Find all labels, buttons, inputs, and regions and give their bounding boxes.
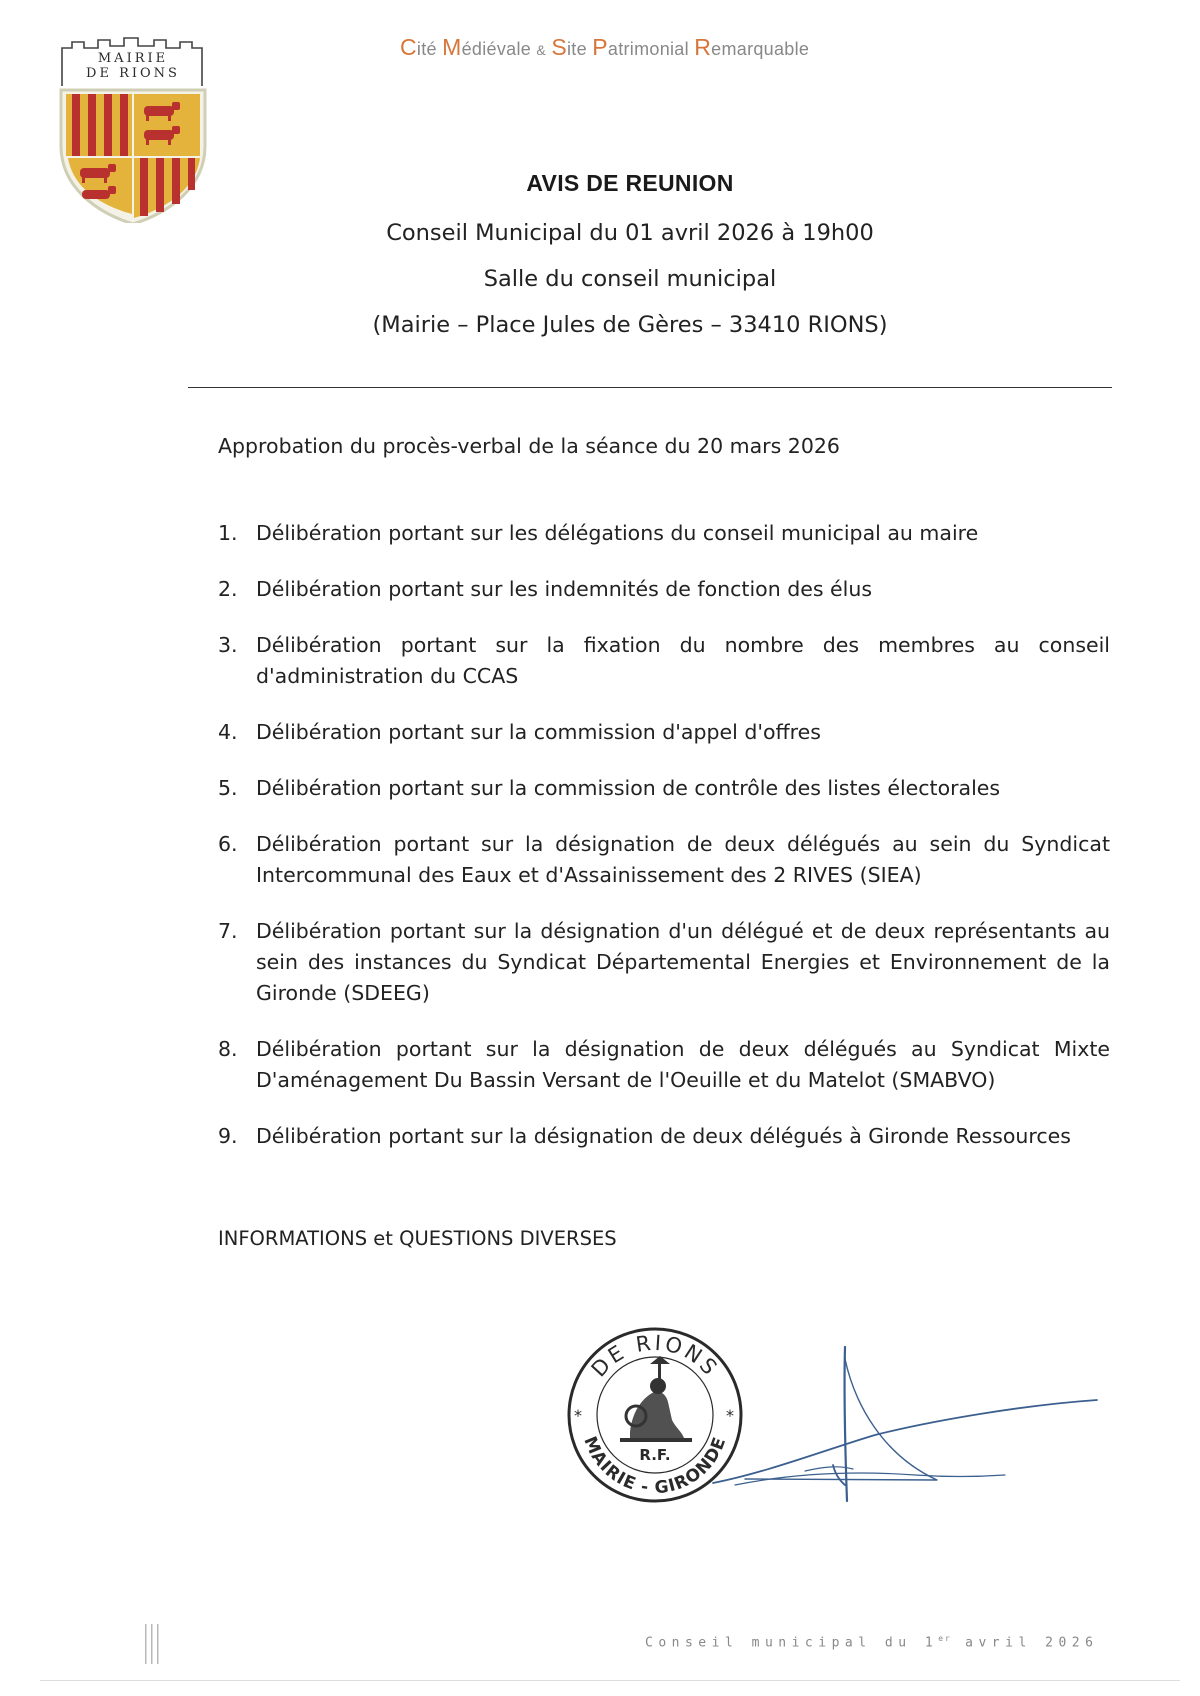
agenda-item: [218, 574, 1110, 605]
agenda-item-number: 1.: [218, 521, 238, 545]
agenda-item-number: 6.: [218, 832, 238, 856]
tagline-word: ite: [567, 39, 587, 59]
tagline-initial: R: [694, 34, 712, 60]
footer-text-part: Conseil municipal du 1: [645, 1635, 939, 1651]
stamp-rf-text: R.F.: [639, 1446, 671, 1464]
notice-title: AVIS DE REUNION: [526, 170, 734, 196]
agenda-item-text: Délibération portant sur la désignation d'un délégué et de deux représentants au sein des instances du Syndicat Départemental Energies et Environnement de la Gironde (SDEEG): [256, 919, 1110, 1005]
tagline-word: emarquable: [711, 39, 810, 59]
agenda-item-text: Délibération portant sur la désignation de deux délégués au Syndicat Mixte D'aménagement Du Bassin Versant de l'Oeuille et du Matelot (SMABVO): [256, 1037, 1110, 1092]
stamp-star-right: *: [726, 1406, 734, 1425]
information-section: INFORMATIONS et QUESTIONS DIVERSES: [218, 1227, 617, 1250]
agenda-item-text: Délibération portant sur les délégations du conseil municipal au maire: [256, 521, 979, 545]
agenda-item-text: Délibération portant sur la désignation de deux délégués au sein du Syndicat Intercommunal des Eaux et d'Assainissement des 2 RIVES (SIEA): [256, 832, 1110, 887]
agenda-item-text: Délibération portant sur la commission d'appel d'offres: [256, 720, 821, 744]
stamp-bottom-text: MAIRIE - GIRONDE: [579, 1433, 731, 1499]
agenda-item: [218, 518, 1110, 549]
header-divider: [188, 387, 1112, 388]
tagline-initial: S: [551, 34, 567, 60]
stamp-top-text: DE RIONS: [586, 1330, 724, 1382]
tagline-initial: M: [442, 34, 462, 60]
footer-text-part: avril 2026: [951, 1635, 1099, 1651]
footer-superscript: er: [938, 1634, 952, 1643]
footer-bars-icon: [144, 1624, 164, 1664]
tagline-initial: P: [592, 34, 608, 60]
svg-text:DE RIONS: [587, 1331, 724, 1382]
crest-text-mairie: MAIRIE: [97, 51, 169, 66]
agenda-item: [218, 1121, 1110, 1152]
meeting-date-line: Conseil Municipal du 01 avril 2026 à 19h00: [386, 220, 874, 246]
tagline-word: édiévale: [461, 39, 532, 59]
meeting-room-line: Salle du conseil municipal: [483, 266, 777, 292]
agenda-item-text: Délibération portant sur la fixation du nombre des membres au conseil d'administration du CCAS: [256, 633, 1110, 688]
stamp-star-left: *: [574, 1406, 582, 1425]
tagline-ampersand: &: [536, 42, 547, 58]
agenda-item-number: 5.: [218, 776, 238, 800]
agenda-item: [218, 1034, 1110, 1096]
tagline-word: ité: [416, 39, 437, 59]
agenda-item: [218, 773, 1110, 804]
agenda-item-number: 2.: [218, 577, 238, 601]
agenda-item-text: Délibération portant sur les indemnités de fonction des élus: [256, 577, 873, 601]
tagline-initial: C: [400, 34, 417, 60]
mayor-signature: [705, 1345, 1115, 1515]
meeting-address-line: (Mairie – Place Jules de Gères – 33410 RIONS): [372, 312, 888, 338]
agenda-item-number: 8.: [218, 1037, 238, 1061]
crest-text-de-rions: DE RIONS: [86, 66, 180, 81]
agenda-item-number: 3.: [218, 633, 238, 657]
agenda-list: [218, 518, 1110, 1152]
agenda-item-number: 9.: [218, 1124, 238, 1148]
agenda-item: [218, 630, 1110, 692]
handwritten-signature-icon: [705, 1345, 1115, 1515]
agenda-item: [218, 829, 1110, 891]
agenda-item-number: 4.: [218, 720, 238, 744]
agenda-item-text: Délibération portant sur la désignation de deux délégués à Gironde Ressources: [256, 1124, 1071, 1148]
agenda-item: [218, 717, 1110, 748]
heritage-tagline: [400, 34, 900, 61]
agenda-item-text: Délibération portant sur la commission de contrôle des listes électorales: [256, 776, 1001, 800]
agenda-item-number: 7.: [218, 919, 238, 943]
marianne-figure-icon: [620, 1356, 692, 1442]
footer-meeting-label: [645, 1634, 1099, 1651]
footer-edge-line: [40, 1680, 1180, 1681]
minutes-approval: Approbation du procès-verbal de la séance du 20 mars 2026: [218, 434, 840, 458]
agenda-item: [218, 916, 1110, 1009]
tagline-word: atrimonial: [607, 39, 689, 59]
